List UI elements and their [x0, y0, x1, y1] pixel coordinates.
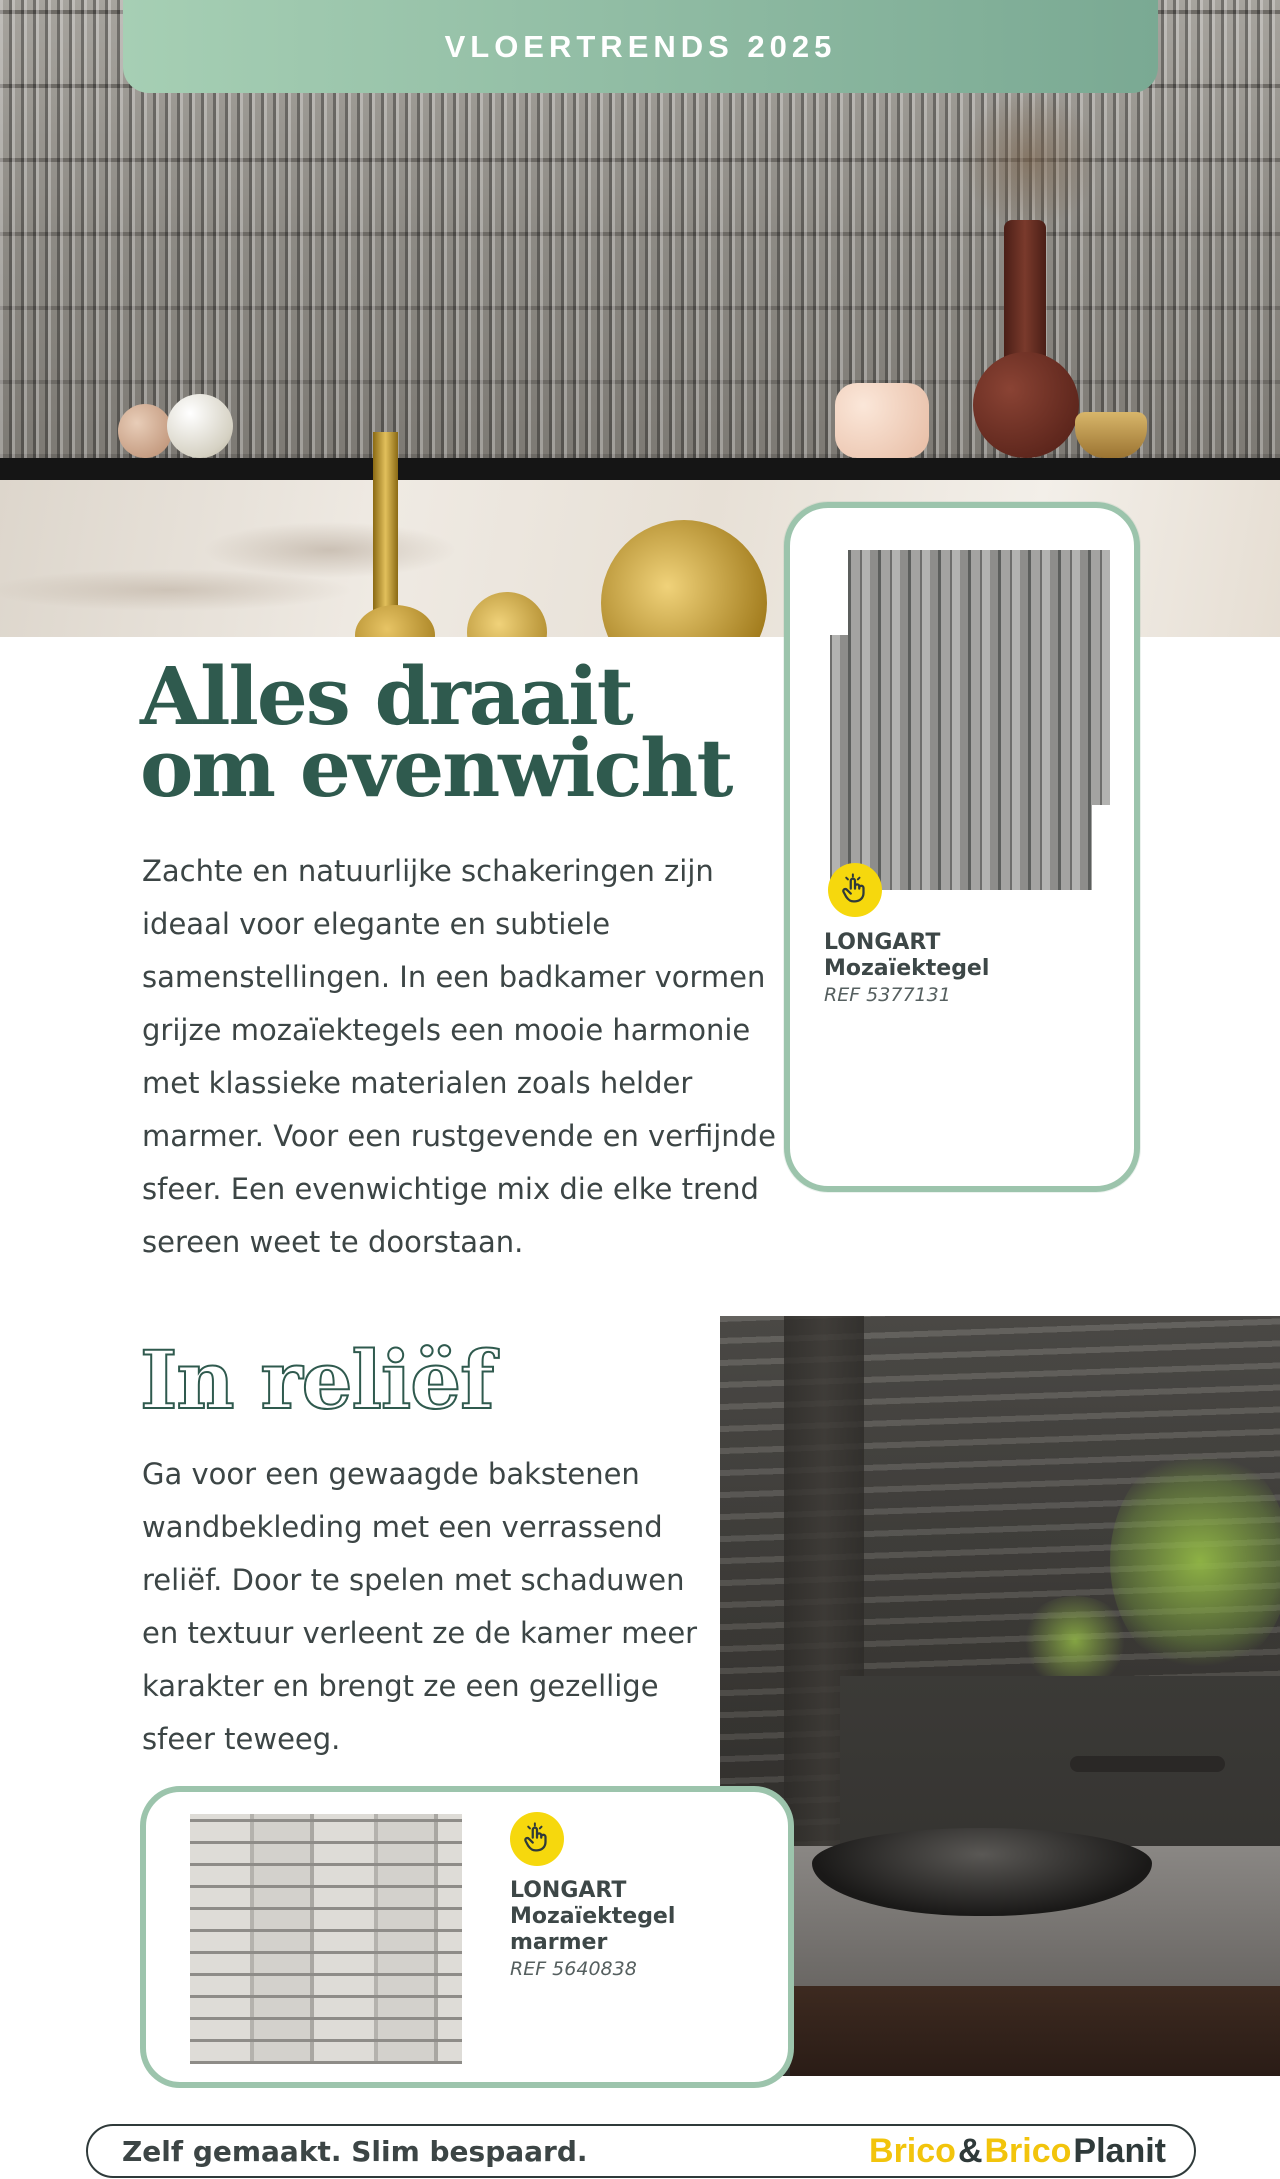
hand-pointer-icon: [838, 873, 872, 907]
hand-pointer-icon[interactable]: [828, 863, 882, 917]
top-banner: [123, 0, 1158, 93]
mosaic-edge: [830, 550, 848, 635]
product-ref: REF 5377131: [824, 984, 951, 1006]
logo-text: Brico: [984, 2131, 1072, 2170]
banner-title: VLOERTRENDS 2025: [444, 28, 837, 64]
shelf: [0, 458, 1280, 480]
product-brand: LONGART: [824, 930, 941, 955]
photo-element: [790, 1986, 1280, 2076]
product-brand: LONGART: [510, 1878, 627, 1903]
hand-pointer-icon[interactable]: [510, 1812, 564, 1866]
footer-bar: [86, 2124, 1196, 2178]
logo-text: Brico: [869, 2131, 956, 2170]
product-card-mozaiektegel[interactable]: [784, 502, 1140, 1192]
product-info: [824, 930, 989, 1008]
section-body-text: Ga voor een gewaagde bakstenen wandbekleding met een verrassend reliëf. Door te spelen met schaduwen en textuur verleent ze de kamer meer karakter en brengt ze een gezellige sfeer teweeg.: [142, 1457, 698, 1756]
heading-line: Alles draait: [140, 649, 632, 743]
section-heading: [140, 649, 760, 815]
product-info: [510, 1878, 675, 1982]
bathroom-stone-wall-photo: [720, 1316, 1280, 2076]
product-card-mozaiektegel-marmer[interactable]: [140, 1786, 794, 2088]
footer-slogan: Zelf gemaakt. Slim bespaard.: [122, 2134, 588, 2168]
product-image-mosaic: [830, 550, 1110, 890]
product-name: marmer: [510, 1930, 608, 1955]
product-ref: REF 5640838: [510, 1958, 637, 1980]
bubble-candle-decoration: [835, 383, 929, 458]
product-name: Mozaïektegel: [824, 956, 990, 981]
dried-grass-decoration: [960, 90, 1100, 230]
vase-decoration: [973, 352, 1079, 458]
vase-decoration: [1004, 220, 1046, 370]
photo-element: [1110, 1446, 1280, 1676]
logo-text: Planit: [1073, 2131, 1166, 2170]
section-heading-relief: In reliëf: [140, 1333, 494, 1427]
heading-line: om evenwicht: [140, 721, 732, 815]
logo-text: &: [957, 2131, 983, 2170]
photo-element: [1020, 1596, 1130, 1686]
mosaic-edge: [1092, 805, 1110, 890]
bath-ball-decoration: [167, 394, 233, 458]
brico-planit-logo[interactable]: [869, 2132, 1166, 2171]
bath-ball-decoration: [118, 404, 172, 458]
product-image-stone: [190, 1814, 462, 2064]
section-body-text: Zachte en natuurlijke schakeringen zijn ideaal voor elegante en subtiele samenstellingen. In een badkamer vormen grijze mozaïektegels een mooie harmonie met klassieke materialen zoals helder marmer. Voor een rustgevende en verfijnde sfeer. Een evenwichtige mix die elke trend sereen weet te doorstaan.: [142, 854, 776, 1259]
photo-element: [1070, 1756, 1225, 1772]
product-name: Mozaïektegel: [510, 1904, 676, 1929]
hand-pointer-icon: [520, 1822, 554, 1856]
